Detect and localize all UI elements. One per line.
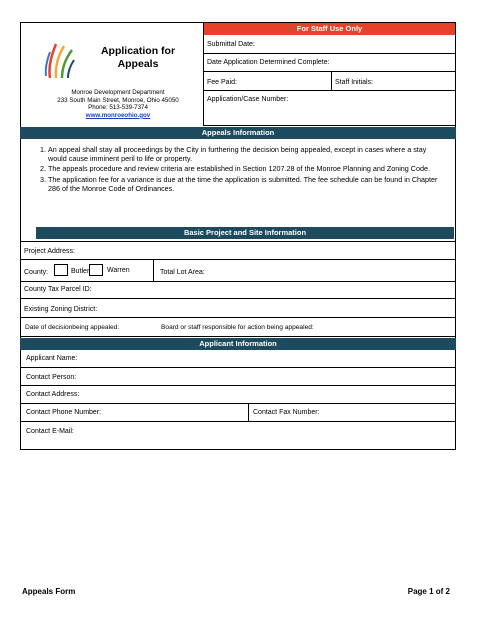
butler-checkbox[interactable] xyxy=(54,264,68,276)
department-website-link[interactable]: www.monroeohio.gov xyxy=(85,111,151,119)
contact-fax-label[interactable]: Contact Fax Number: xyxy=(253,409,320,416)
warren-label: Warren xyxy=(107,267,130,274)
tax-parcel-row[interactable] xyxy=(20,282,456,299)
contact-phone-row xyxy=(20,404,456,422)
contact-email-label: Contact E-Mail: xyxy=(26,428,74,435)
footer-page-number: Page 1 of 2 xyxy=(407,587,450,596)
monroe-logo-icon xyxy=(42,38,78,82)
page-title xyxy=(88,45,188,71)
staff-initials-label: Staff Initials: xyxy=(335,79,374,86)
phone-fax-divider xyxy=(248,404,249,421)
case-number-row[interactable] xyxy=(204,91,455,125)
submittal-date-label: Submittal Date: xyxy=(207,41,255,48)
staff-use-box xyxy=(203,22,456,126)
project-address-row[interactable] xyxy=(20,242,456,260)
department-phone: Phone: 513-539-7374 xyxy=(88,104,148,112)
date-complete-row[interactable] xyxy=(204,54,455,72)
county-label: County: xyxy=(24,269,49,276)
site-info-heading: Basic Project and Site Information xyxy=(36,227,454,239)
warren-checkbox[interactable] xyxy=(89,264,103,276)
footer-form-name: Appeals Form xyxy=(22,587,76,596)
county-row xyxy=(20,260,456,282)
department-name: Monroe Development Department xyxy=(71,89,165,96)
applicant-info-heading: Applicant Information xyxy=(20,338,456,350)
project-address-label: Project Address: xyxy=(24,248,75,255)
applicant-name-label: Applicant Name: xyxy=(26,355,78,362)
contact-person-row[interactable] xyxy=(20,368,456,386)
appeals-item-1: 1. An appeal shall stay all proceedings by the City in furthering the decision being appealed, except in cases where a stay would cause imminent peril to life or property. xyxy=(48,145,447,163)
zoning-row[interactable] xyxy=(20,299,456,318)
fee-row xyxy=(204,72,455,91)
total-lot-area-label: Total Lot Area: xyxy=(160,269,205,276)
department-address: 233 South Main Street, Monroe, Ohio 45050 xyxy=(57,96,179,104)
appeals-item-2: 2. The appeals procedure and review criteria are established in Section 1207.28 of the Monroe Planning and Zoning Code. xyxy=(48,164,447,173)
contact-phone-label[interactable]: Contact Phone Number: xyxy=(26,409,102,416)
case-number-label: Application/Case Number: xyxy=(207,96,289,103)
board-responsible-label: Board or staff responsible for action being appealed: xyxy=(161,324,314,331)
department-info xyxy=(40,89,196,119)
submittal-date-row[interactable] xyxy=(204,35,455,54)
county-divider xyxy=(153,260,154,281)
decision-date-label: Date of decisionbeing appealed: xyxy=(25,324,120,331)
appeals-item-3: 3. The application fee for a variance is due at the time the application is submitted. The fee schedule can be found in Chapter 286 of the Monroe Code of Ordinances. xyxy=(48,175,447,193)
date-complete-label: Date Application Determined Complete: xyxy=(207,59,330,66)
fee-divider xyxy=(331,72,332,90)
butler-label: Butler xyxy=(71,268,90,275)
contact-address-row[interactable] xyxy=(20,386,456,404)
title-line-2: Appeals xyxy=(117,58,159,70)
zoning-label: Existing Zoning District: xyxy=(24,306,98,313)
contact-email-row[interactable] xyxy=(20,422,456,450)
decision-row xyxy=(20,318,456,337)
staff-use-heading: For Staff Use Only xyxy=(204,23,455,35)
tax-parcel-label: County Tax Parcel ID: xyxy=(24,286,92,293)
applicant-name-row[interactable] xyxy=(20,350,456,368)
contact-person-label: Contact Person: xyxy=(26,374,77,381)
title-line-1: Application for xyxy=(100,45,176,57)
monroe-logo xyxy=(42,38,78,82)
appeals-info-heading: Appeals Information xyxy=(20,127,456,139)
fee-paid-label: Fee Paid: xyxy=(207,79,237,86)
appeals-info-list xyxy=(22,145,447,194)
contact-address-label: Contact Address: xyxy=(26,391,80,398)
